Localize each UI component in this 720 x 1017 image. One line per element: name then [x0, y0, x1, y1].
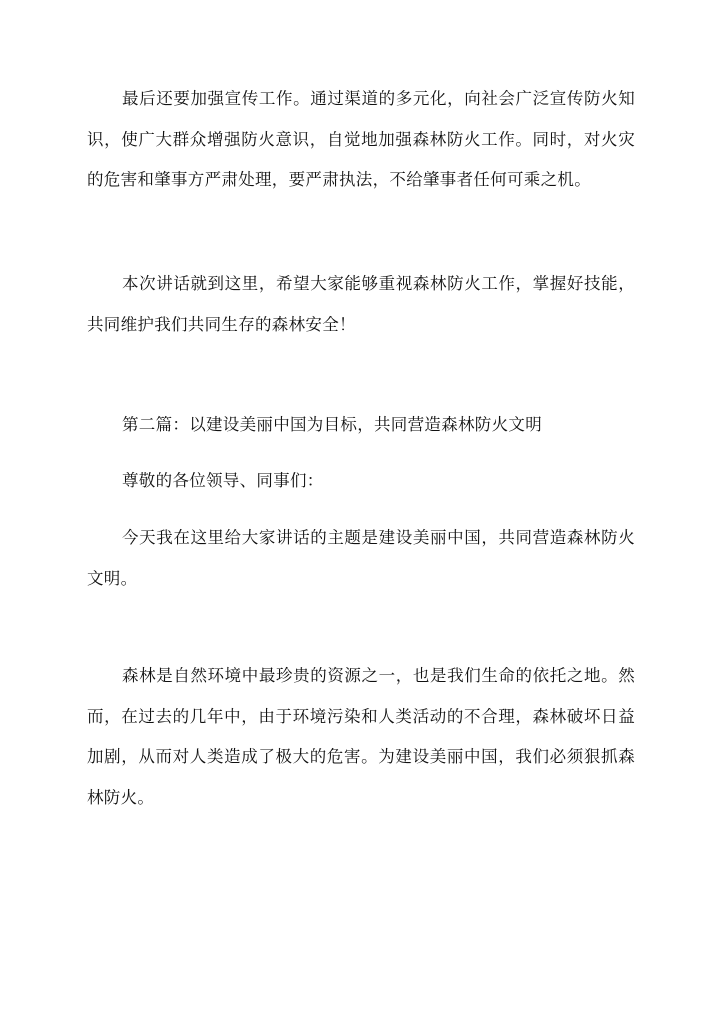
- paragraph-speech-topic: 今天我在这里给大家讲话的主题是建设美丽中国，共同营造森林防火文明。: [87, 528, 635, 588]
- paragraph-forest-resources: 森林是自然环境中最珍贵的资源之一，也是我们生命的依托之地。然而，在过去的几年中，由于环境污染和人类活动的不合理，森林破坏日益加剧，从而对人类造成了极大的危害。为建设美丽中国，我们必须狠抓森林防火。: [87, 666, 635, 807]
- paragraph-publicity-work: 最后还要加强宣传工作。通过渠道的多元化，向社会广泛宣传防火知识，使广大群众增强防火意识，自觉地加强森林防火工作。同时，对火灾的危害和肇事方严肃处理，要严肃执法，不给肇事者任何可乘之机。: [87, 89, 635, 189]
- paragraph-closing-remarks: 本次讲话就到这里，希望大家能够重视森林防火工作，掌握好技能，共同维护我们共同生存的森林安全！: [87, 274, 635, 334]
- section-title: 第二篇：以建设美丽中国为目标，共同营造森林防火文明: [122, 415, 542, 434]
- salutation: 尊敬的各位领导、同事们：: [122, 471, 324, 490]
